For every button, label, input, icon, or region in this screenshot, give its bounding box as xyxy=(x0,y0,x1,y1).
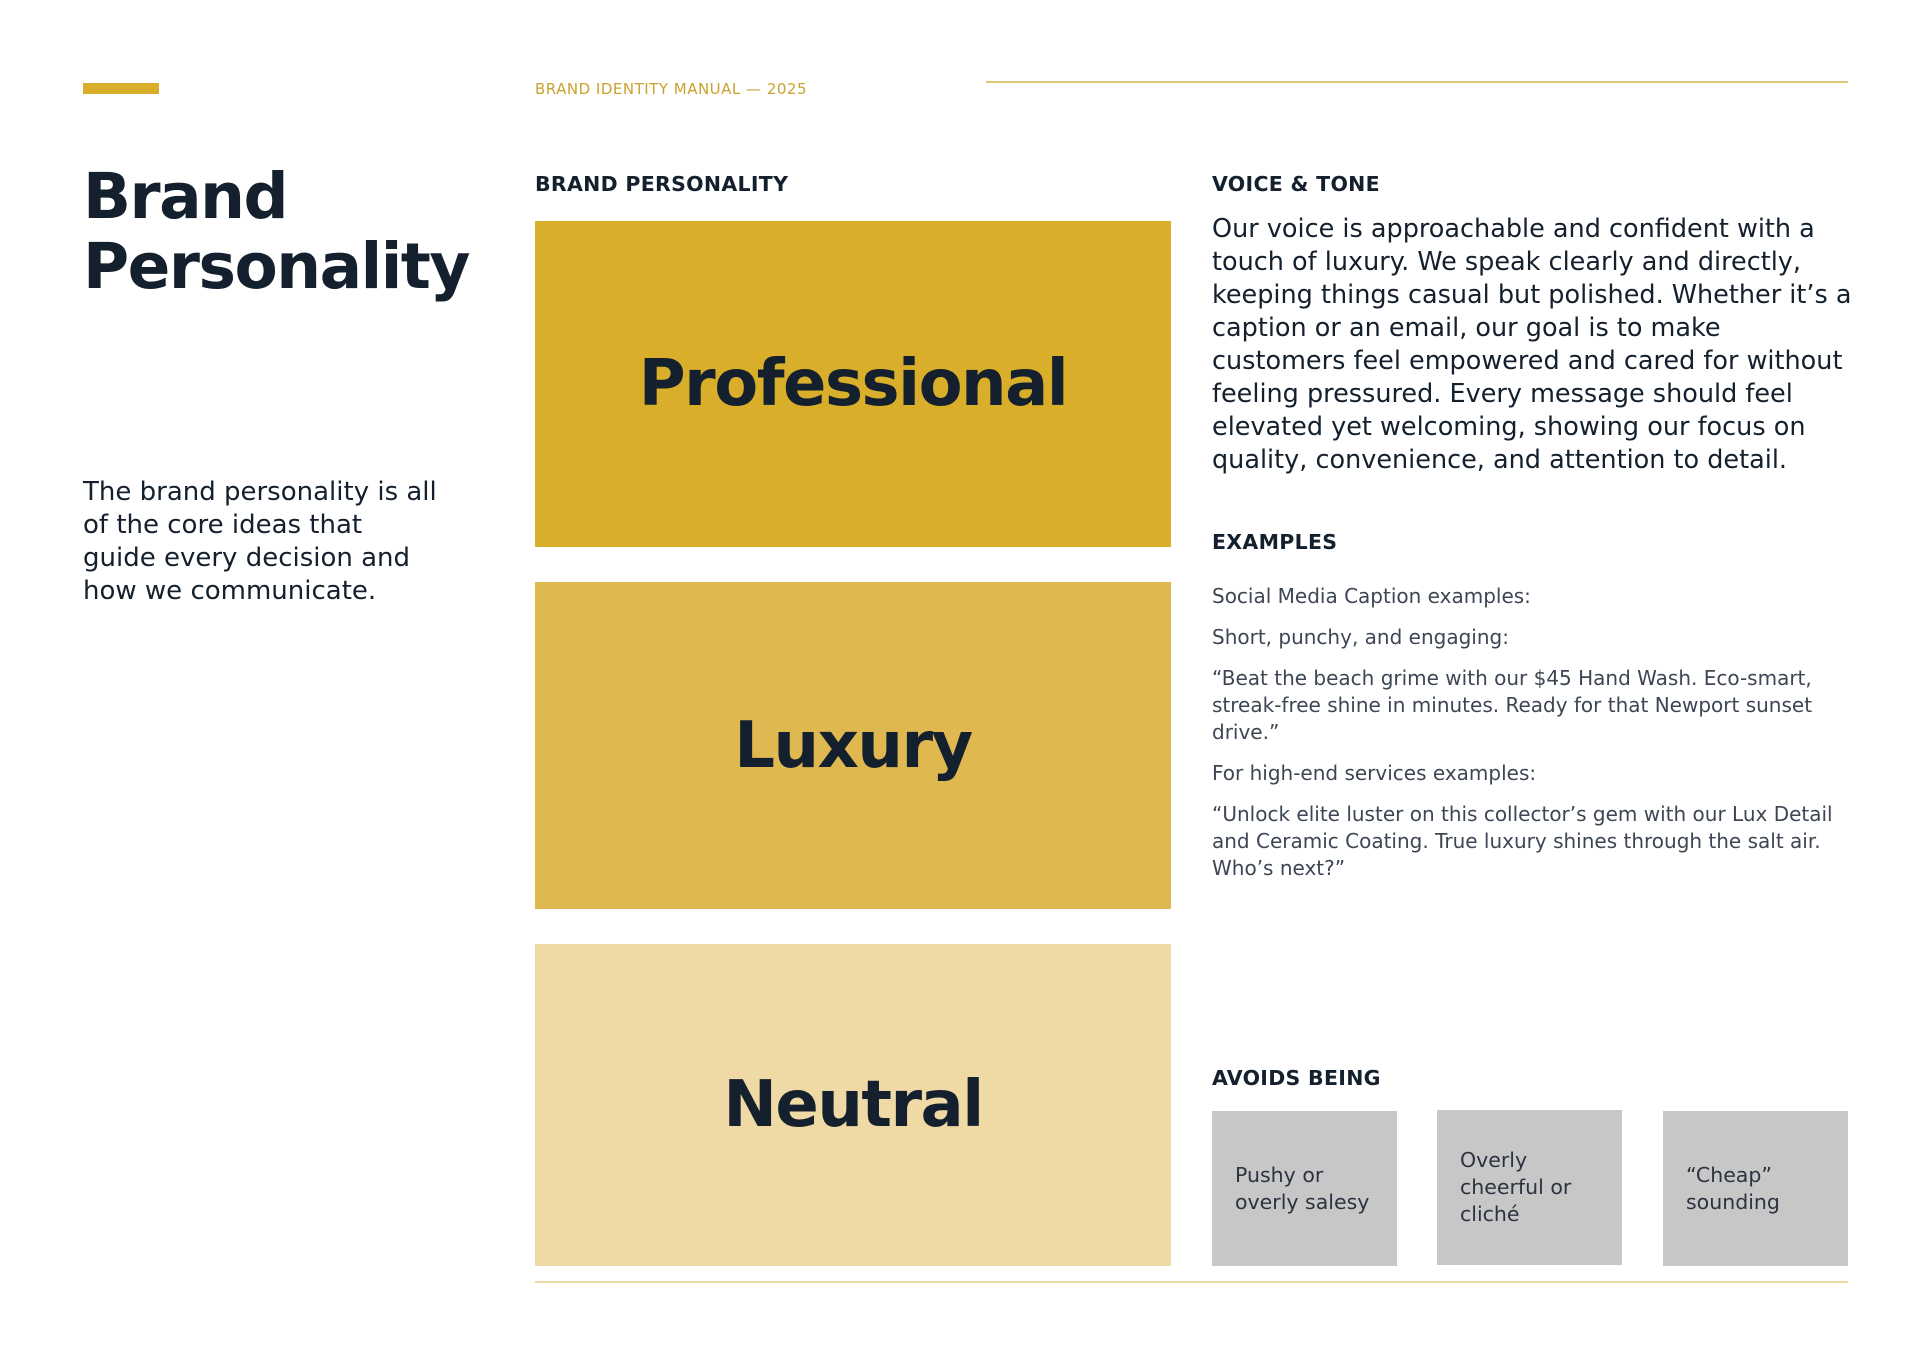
trait-card-neutral xyxy=(535,944,1171,1266)
example-item: Short, punchy, and engaging: xyxy=(1212,625,1509,649)
brand-personality-heading: BRAND PERSONALITY xyxy=(535,172,789,196)
avoid-item-label: Overly cheerful or cliché xyxy=(1460,1148,1572,1226)
avoids-being-heading: AVOIDS BEING xyxy=(1212,1066,1381,1090)
trait-label: Luxury xyxy=(734,708,972,783)
trait-label: Neutral xyxy=(723,1068,983,1142)
page-title-line-1: Brand xyxy=(83,160,288,233)
example-item: “Beat the beach grime with our $45 Hand Wash. Eco-smart, streak-free shine in minutes. Ready for that Newport sunset drive.” xyxy=(1212,666,1813,744)
example-item: “Unlock elite luster on this collector’s gem with our Lux Detail and Ceramic Coating. True luxury shines through the salt air. Who’s next?” xyxy=(1212,802,1833,880)
header-divider xyxy=(986,81,1848,83)
trait-label: Professional xyxy=(638,347,1068,421)
page-title-line-2: Personality xyxy=(83,230,469,303)
example-item: Social Media Caption examples: xyxy=(1212,584,1531,608)
avoid-item-label: “Cheap” sounding xyxy=(1686,1162,1780,1214)
avoid-item-label: Pushy or overly salesy xyxy=(1235,1162,1370,1214)
trait-card-luxury xyxy=(535,582,1171,909)
intro-text: The brand personality is all of the core ideas that guide every decision and how we communicate. xyxy=(83,477,437,606)
examples-heading: EXAMPLES xyxy=(1212,530,1338,554)
voice-tone-heading: VOICE & TONE xyxy=(1212,172,1380,196)
voice-tone-text: Our voice is approachable and confident with a touch of luxury. We speak clearly and directly, keeping things casual but polished. Whether it’s a caption or an email, our goal is to make customers feel empowered and cared for without feeling pressured. Every message should feel elevated yet welcoming, showing our focus on quality, convenience, and attention to detail. xyxy=(1212,214,1852,475)
header-accent-bar xyxy=(83,83,159,94)
page-title xyxy=(83,162,483,302)
header-label: BRAND IDENTITY MANUAL — 2025 xyxy=(535,80,807,98)
example-item: For high-end services examples: xyxy=(1212,761,1537,785)
avoid-item-cheap xyxy=(1663,1111,1848,1266)
trait-card-professional xyxy=(535,221,1171,547)
avoid-item-cheerful xyxy=(1437,1110,1622,1265)
examples-list xyxy=(1212,583,1852,896)
footer-divider xyxy=(535,1281,1848,1283)
avoid-item-pushy xyxy=(1212,1111,1397,1266)
